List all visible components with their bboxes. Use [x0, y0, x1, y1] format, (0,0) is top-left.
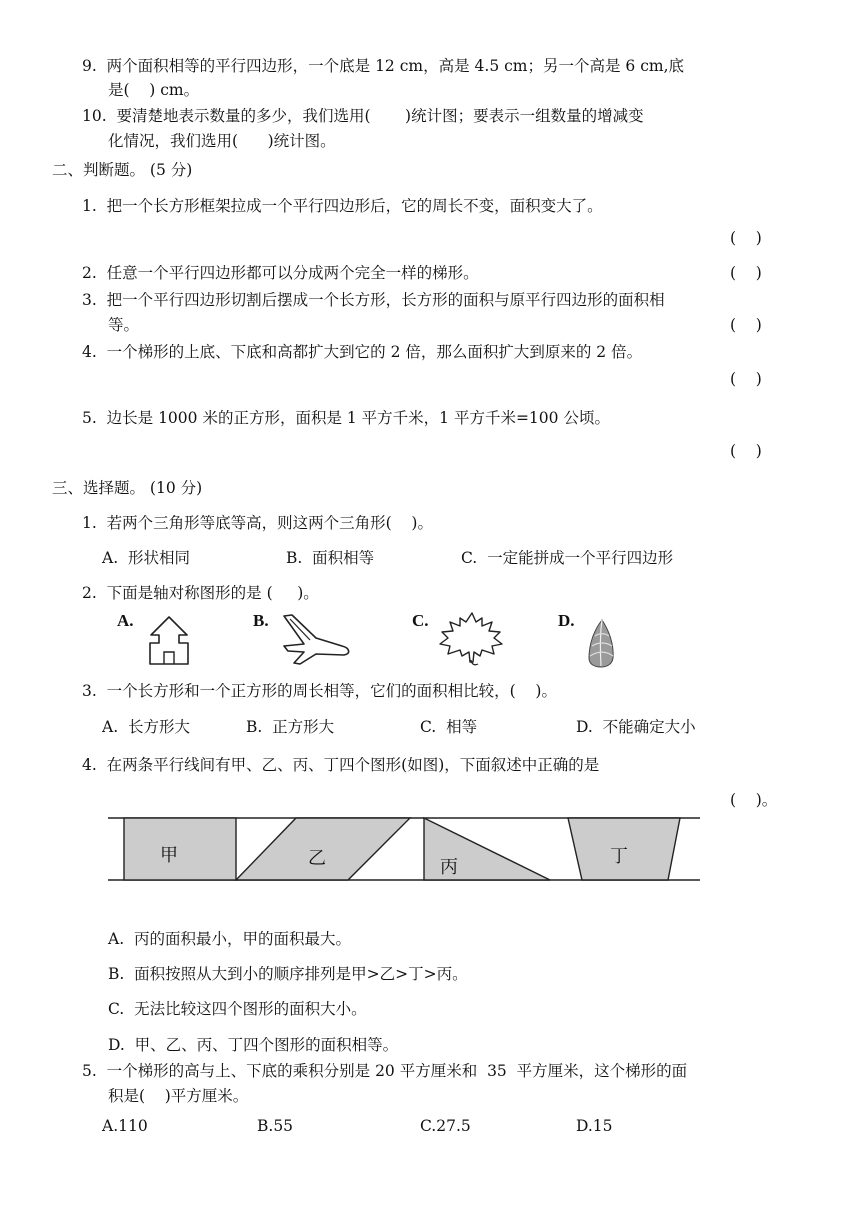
choice-2-label-b: B. [253, 611, 269, 630]
choice-5-line2: 积是( )平方厘米。 [108, 1087, 249, 1105]
choice-1-option-a: A. 形状相同 [102, 549, 190, 567]
judge-3-line2: 等。 [108, 316, 140, 334]
choice-1-option-c: C. 一定能拼成一个平行四边形 [461, 549, 674, 567]
judge-5-paren: ( ) [730, 442, 762, 460]
judge-3-paren: ( ) [730, 316, 762, 334]
judge-2: 2. 任意一个平行四边形都可以分成两个完全一样的梯形。 [82, 264, 479, 282]
judge-4-paren: ( ) [730, 370, 762, 388]
choice-2-label-c: C. [412, 611, 429, 630]
shape-jia [124, 818, 236, 880]
maple-leaf-figure [436, 610, 506, 666]
choice-2-label-d: D. [558, 611, 575, 630]
choice-4-option-b: B. 面积按照从大到小的顺序排列是甲>乙>丁>丙。 [108, 965, 468, 983]
choice-5-line1: 5. 一个梯形的高与上、下底的乘积分别是 20 平方厘米和 35 平方厘米，这个梯形的面 [82, 1062, 688, 1080]
judge-5: 5. 边长是 1000 米的正方形，面积是 1 平方千米，1 平方千米=100 公顷。 [82, 409, 610, 427]
choice-3-option-c: C. 相等 [420, 718, 478, 736]
label-ding: 丁 [610, 846, 628, 867]
house-arrow-figure [146, 614, 192, 666]
choice-2-label-a: A. [117, 611, 134, 630]
choice-1-option-b: B. 面积相等 [286, 549, 375, 567]
choice-3-option-d: D. 不能确定大小 [576, 718, 696, 736]
choice-3: 3. 一个长方形和一个正方形的周长相等，它们的面积相比较，( )。 [82, 682, 557, 700]
choice-4-option-d: D. 甲、乙、丙、丁四个图形的面积相等。 [108, 1036, 399, 1054]
q10-line1: 10. 要清楚地表示数量的多少，我们选用( )统计图；要表示一组数量的增减变 [82, 107, 644, 125]
label-bing: 丙 [440, 857, 458, 878]
label-jia: 甲 [160, 845, 178, 866]
airplane-figure [280, 612, 352, 666]
choice-3-option-a: A. 长方形大 [102, 718, 190, 736]
choice-5-option-d: D.15 [576, 1117, 613, 1135]
choice-3-option-b: B. 正方形大 [246, 718, 335, 736]
label-yi: 乙 [308, 848, 326, 869]
choice-4: 4. 在两条平行线间有甲、乙、丙、丁四个图形(如图)，下面叙述中正确的是 [82, 756, 600, 774]
choice-5-option-a: A.110 [102, 1117, 148, 1135]
choice-1: 1. 若两个三角形等底等高，则这两个三角形( )。 [82, 514, 433, 532]
choice-4-option-c: C. 无法比较这四个图形的面积大小。 [108, 1000, 367, 1018]
judge-1-paren: ( ) [730, 229, 762, 247]
choice-4-option-a: A. 丙的面积最小，甲的面积最大。 [108, 930, 351, 948]
choice-5-option-b: B.55 [257, 1117, 294, 1135]
judge-3-line1: 3. 把一个平行四边形切割后摆成一个长方形，长方形的面积与原平行四边形的面积相 [82, 291, 665, 309]
q9-line2: 是( ) cm。 [108, 81, 200, 99]
judge-1: 1. 把一个长方形框架拉成一个平行四边形后，它的周长不变，面积变大了。 [82, 197, 603, 215]
section-3-heading: 三、选择题。 (10 分) [52, 479, 203, 497]
section-2-heading: 二、判断题。 (5 分) [52, 161, 193, 179]
judge-4: 4. 一个梯形的上底、下底和高都扩大到它的 2 倍，那么面积扩大到原来的 2 倍。 [82, 343, 643, 361]
choice-4-paren: ( )。 [730, 791, 778, 809]
bamboo-shoot-figure [586, 618, 616, 668]
q9-line1: 9. 两个面积相等的平行四边形，一个底是 12 cm，高是 4.5 cm；另一个高是 6 cm,底 [82, 57, 685, 75]
judge-2-paren: ( ) [730, 264, 762, 282]
choice-2: 2. 下面是轴对称图形的是 ( )。 [82, 584, 319, 602]
q10-line2: 化情况，我们选用( )统计图。 [108, 132, 336, 150]
choice-5-option-c: C.27.5 [420, 1117, 471, 1135]
